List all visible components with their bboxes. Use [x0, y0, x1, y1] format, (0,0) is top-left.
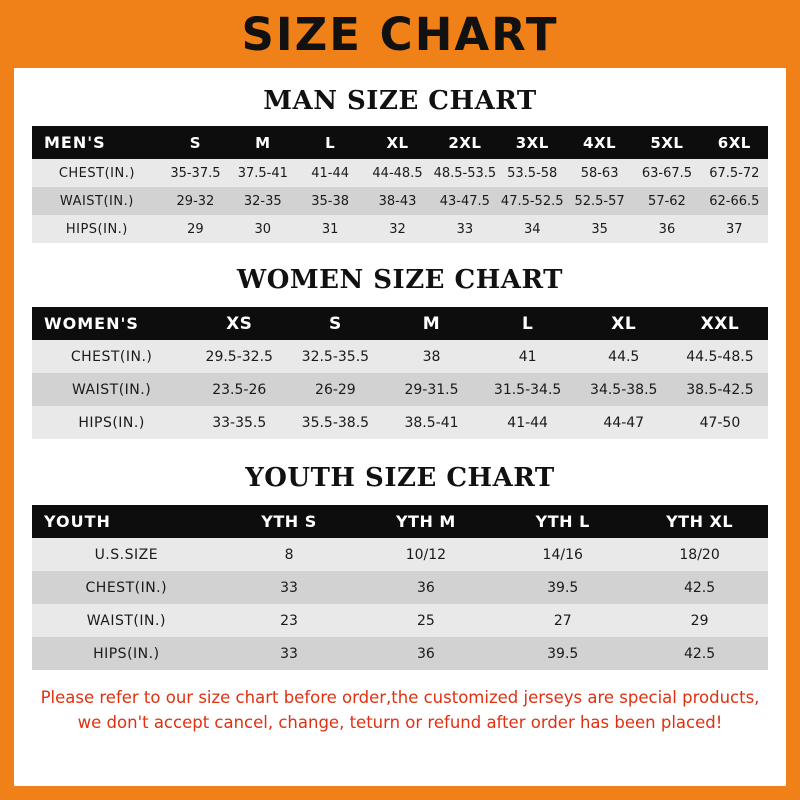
table-cell: 39.5 — [494, 637, 631, 670]
table-cell: 30 — [229, 215, 296, 243]
table-cell: 36 — [357, 571, 494, 604]
column-header: 3XL — [499, 126, 566, 159]
table-cell: 42.5 — [631, 637, 768, 670]
column-header: M — [383, 307, 479, 340]
column-header: S — [162, 126, 229, 159]
table-cell: 23 — [221, 604, 358, 637]
table-row — [32, 406, 768, 439]
page-title: SIZE CHART — [241, 7, 559, 61]
table-cell: 29 — [162, 215, 229, 243]
table-cell: 36 — [357, 637, 494, 670]
table-cell: 33-35.5 — [191, 406, 287, 439]
table-corner-label: YOUTH — [32, 505, 221, 538]
table-cell: 31 — [296, 215, 363, 243]
row-label: CHEST(IN.) — [32, 571, 221, 604]
table-cell: 52.5-57 — [566, 187, 633, 215]
table-row — [32, 538, 768, 571]
row-label: HIPS(IN.) — [32, 215, 162, 243]
table-cell: 36 — [633, 215, 700, 243]
table-cell: 38.5-41 — [383, 406, 479, 439]
table-row — [32, 159, 768, 187]
table-cell: 39.5 — [494, 571, 631, 604]
table-header-row — [32, 307, 768, 340]
row-label: WAIST(IN.) — [32, 373, 191, 406]
table-cell: 47.5-52.5 — [499, 187, 566, 215]
table-cell: 32.5-35.5 — [287, 340, 383, 373]
table-cell: 26-29 — [287, 373, 383, 406]
women-size-table — [32, 307, 768, 439]
men-size-table — [32, 126, 768, 243]
table-cell: 41 — [480, 340, 576, 373]
row-label: CHEST(IN.) — [32, 159, 162, 187]
table-cell: 33 — [431, 215, 498, 243]
chart-content — [14, 86, 786, 736]
table-cell: 33 — [221, 637, 358, 670]
column-header: XXL — [672, 307, 768, 340]
table-cell: 25 — [357, 604, 494, 637]
table-cell: 35 — [566, 215, 633, 243]
table-cell: 44.5 — [576, 340, 672, 373]
table-row — [32, 373, 768, 406]
table-cell: 34.5-38.5 — [576, 373, 672, 406]
table-cell: 34 — [499, 215, 566, 243]
footer-note — [32, 686, 768, 736]
column-header: XL — [364, 126, 431, 159]
table-cell: 57-62 — [633, 187, 700, 215]
column-header: 4XL — [566, 126, 633, 159]
row-label: HIPS(IN.) — [32, 637, 221, 670]
table-cell: 35-38 — [296, 187, 363, 215]
page-banner — [0, 0, 800, 68]
table-cell: 42.5 — [631, 571, 768, 604]
table-cell: 35-37.5 — [162, 159, 229, 187]
column-header: 6XL — [701, 126, 768, 159]
table-cell: 53.5-58 — [499, 159, 566, 187]
column-header: YTH M — [357, 505, 494, 538]
table-cell: 62-66.5 — [701, 187, 768, 215]
table-cell: 31.5-34.5 — [480, 373, 576, 406]
youth-size-table — [32, 505, 768, 670]
table-cell: 8 — [221, 538, 358, 571]
column-header: YTH S — [221, 505, 358, 538]
column-header: L — [296, 126, 363, 159]
table-row — [32, 604, 768, 637]
table-cell: 29-31.5 — [383, 373, 479, 406]
footer-note-line1: Please refer to our size chart before order,the customized jerseys are special products, — [40, 688, 760, 707]
table-header-row — [32, 126, 768, 159]
column-header: 5XL — [633, 126, 700, 159]
row-label: WAIST(IN.) — [32, 604, 221, 637]
row-label: U.S.SIZE — [32, 538, 221, 571]
table-cell: 48.5-53.5 — [431, 159, 498, 187]
footer-note-line2: we don't accept cancel, change, teturn or refund after order has been placed! — [77, 712, 723, 732]
table-cell: 38 — [383, 340, 479, 373]
table-cell: 47-50 — [672, 406, 768, 439]
table-corner-label: WOMEN'S — [32, 307, 191, 340]
column-header: XS — [191, 307, 287, 340]
column-header: YTH L — [494, 505, 631, 538]
table-cell: 35.5-38.5 — [287, 406, 383, 439]
column-header: S — [287, 307, 383, 340]
row-label: HIPS(IN.) — [32, 406, 191, 439]
column-header: YTH XL — [631, 505, 768, 538]
youth-section-title: YOUTH SIZE CHART — [245, 463, 555, 493]
table-cell: 32-35 — [229, 187, 296, 215]
men-section-title: MAN SIZE CHART — [263, 86, 537, 116]
table-cell: 58-63 — [566, 159, 633, 187]
table-row — [32, 340, 768, 373]
table-cell: 29.5-32.5 — [191, 340, 287, 373]
table-cell: 14/16 — [494, 538, 631, 571]
table-row — [32, 637, 768, 670]
table-cell: 37.5-41 — [229, 159, 296, 187]
women-section-title: WOMEN SIZE CHART — [237, 265, 563, 295]
table-cell: 33 — [221, 571, 358, 604]
table-cell: 18/20 — [631, 538, 768, 571]
table-cell: 38.5-42.5 — [672, 373, 768, 406]
table-cell: 29 — [631, 604, 768, 637]
table-cell: 10/12 — [357, 538, 494, 571]
table-cell: 43-47.5 — [431, 187, 498, 215]
row-label: WAIST(IN.) — [32, 187, 162, 215]
table-row — [32, 215, 768, 243]
column-header: L — [480, 307, 576, 340]
table-row — [32, 187, 768, 215]
table-cell: 67.5-72 — [701, 159, 768, 187]
table-cell: 44-47 — [576, 406, 672, 439]
table-corner-label: MEN'S — [32, 126, 162, 159]
table-cell: 41-44 — [296, 159, 363, 187]
table-cell: 44-48.5 — [364, 159, 431, 187]
table-cell: 41-44 — [480, 406, 576, 439]
table-header-row — [32, 505, 768, 538]
table-cell: 23.5-26 — [191, 373, 287, 406]
table-cell: 38-43 — [364, 187, 431, 215]
table-row — [32, 571, 768, 604]
table-cell: 63-67.5 — [633, 159, 700, 187]
table-cell: 29-32 — [162, 187, 229, 215]
table-cell: 37 — [701, 215, 768, 243]
table-cell: 32 — [364, 215, 431, 243]
table-cell: 44.5-48.5 — [672, 340, 768, 373]
column-header: XL — [576, 307, 672, 340]
column-header: 2XL — [431, 126, 498, 159]
table-cell: 27 — [494, 604, 631, 637]
row-label: CHEST(IN.) — [32, 340, 191, 373]
column-header: M — [229, 126, 296, 159]
